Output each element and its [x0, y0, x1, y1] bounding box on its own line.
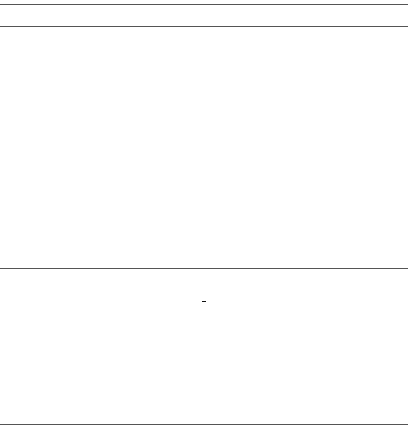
page-bottom-rule	[0, 424, 408, 425]
top-rule	[0, 4, 408, 5]
derivative-equation	[0, 293, 408, 308]
derivative-fraction	[202, 301, 206, 302]
table-bottom-rule	[0, 268, 408, 269]
header-rule	[0, 26, 408, 27]
